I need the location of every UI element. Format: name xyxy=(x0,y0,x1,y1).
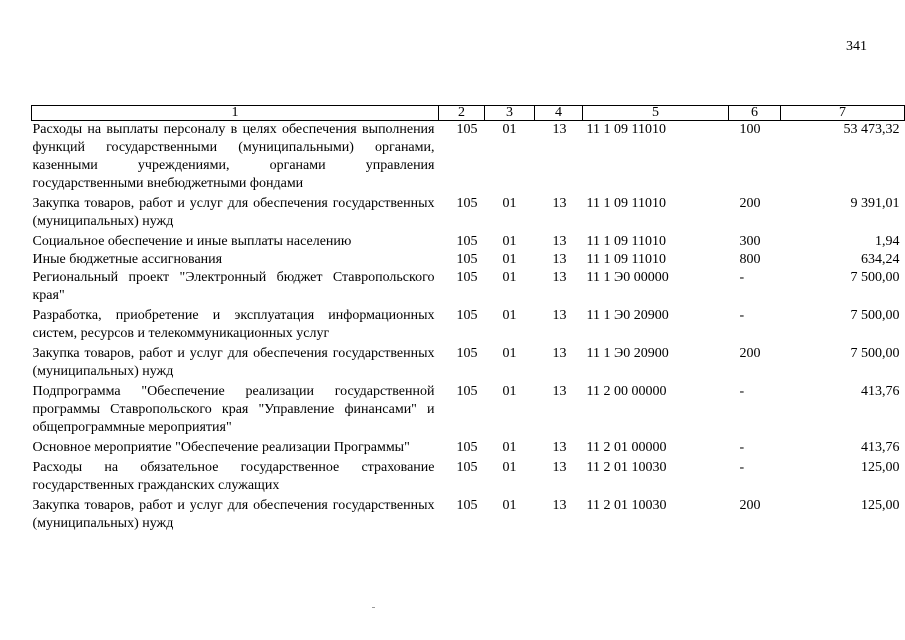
row-expense-type: - xyxy=(739,270,745,285)
row-target-article: 11 1 Э0 20900 xyxy=(586,308,669,323)
row-amount: 7 500,00 xyxy=(850,270,900,285)
row-ministry-code: 105 xyxy=(456,270,478,285)
row-amount: 7 500,00 xyxy=(850,346,900,361)
row-expense-type: 200 xyxy=(739,346,761,361)
row-target-article: 11 1 Э0 20900 xyxy=(586,346,669,361)
column-header: 3 xyxy=(485,106,535,121)
row-expense-type: - xyxy=(739,308,745,323)
table-row xyxy=(32,121,905,196)
column-header: 2 xyxy=(439,106,485,121)
row-target-article: 11 1 09 11010 xyxy=(586,234,666,249)
table-body xyxy=(32,121,905,534)
row-section-code: 01 xyxy=(502,346,517,361)
row-section-code: 01 xyxy=(502,234,517,249)
row-amount: 9 391,01 xyxy=(850,196,900,211)
table-row xyxy=(32,383,905,439)
row-target-article: 11 1 09 11010 xyxy=(586,196,666,211)
row-target-article: 11 1 Э0 00000 xyxy=(586,270,669,285)
table-row xyxy=(32,251,905,269)
page-number: 341 xyxy=(846,39,867,54)
table-header-row xyxy=(32,106,905,121)
scan-speck xyxy=(372,607,375,608)
row-ministry-code: 105 xyxy=(456,384,478,399)
row-subsection-code: 13 xyxy=(552,270,567,285)
row-amount: 125,00 xyxy=(861,460,900,475)
row-description: Закупка товаров, работ и услуг для обеспечения государственных (муниципальных) нужд xyxy=(32,346,435,379)
row-amount: 125,00 xyxy=(861,498,900,513)
row-description: Разработка, приобретение и эксплуатация информационных систем, ресурсов и телекоммуникационных услуг xyxy=(32,308,435,341)
row-amount: 413,76 xyxy=(861,440,900,455)
row-subsection-code: 13 xyxy=(552,498,567,513)
row-ministry-code: 105 xyxy=(456,196,478,211)
row-target-article: 11 2 01 10030 xyxy=(586,498,667,513)
row-expense-type: 800 xyxy=(739,252,761,267)
row-section-code: 01 xyxy=(502,270,517,285)
row-description: Подпрограмма "Обеспечение реализации государственной программы Ставропольского края "Управление финансами" и общепрограммные мероприятия" xyxy=(32,384,435,435)
row-ministry-code: 105 xyxy=(456,498,478,513)
row-expense-type: - xyxy=(739,440,745,455)
table-row xyxy=(32,497,905,533)
row-amount: 7 500,00 xyxy=(850,308,900,323)
row-expense-type: - xyxy=(739,460,745,475)
row-section-code: 01 xyxy=(502,384,517,399)
row-section-code: 01 xyxy=(502,460,517,475)
row-amount: 634,24 xyxy=(861,252,900,267)
row-expense-type: - xyxy=(739,384,745,399)
row-section-code: 01 xyxy=(502,498,517,513)
row-ministry-code: 105 xyxy=(456,460,478,475)
row-description: Закупка товаров, работ и услуг для обеспечения государственных (муниципальных) нужд xyxy=(32,498,435,531)
row-ministry-code: 105 xyxy=(456,252,478,267)
row-target-article: 11 1 09 11010 xyxy=(586,122,666,137)
table-row xyxy=(32,269,905,307)
row-amount: 1,94 xyxy=(875,234,900,249)
row-expense-type: 100 xyxy=(739,122,761,137)
row-description: Иные бюджетные ассигнования xyxy=(32,252,223,267)
budget-table xyxy=(31,105,905,533)
row-ministry-code: 105 xyxy=(456,346,478,361)
row-subsection-code: 13 xyxy=(552,308,567,323)
row-target-article: 11 1 09 11010 xyxy=(586,252,666,267)
row-expense-type: 200 xyxy=(739,498,761,513)
column-header: 7 xyxy=(781,106,905,121)
row-amount: 53 473,32 xyxy=(843,122,900,137)
column-header: 1 xyxy=(32,106,439,121)
row-description: Региональный проект "Электронный бюджет Ставропольского края" xyxy=(32,270,435,303)
row-section-code: 01 xyxy=(502,252,517,267)
row-ministry-code: 105 xyxy=(456,234,478,249)
row-subsection-code: 13 xyxy=(552,460,567,475)
row-target-article: 11 2 01 10030 xyxy=(586,460,667,475)
row-description: Социальное обеспечение и иные выплаты населению xyxy=(32,234,352,249)
row-target-article: 11 2 00 00000 xyxy=(586,384,667,399)
row-expense-type: 200 xyxy=(739,196,761,211)
table-row xyxy=(32,439,905,459)
row-ministry-code: 105 xyxy=(456,308,478,323)
table-row xyxy=(32,307,905,345)
table-row xyxy=(32,345,905,383)
row-description: Основное мероприятие "Обеспечение реализации Программы" xyxy=(32,440,410,455)
column-header: 6 xyxy=(729,106,781,121)
row-subsection-code: 13 xyxy=(552,234,567,249)
row-subsection-code: 13 xyxy=(552,196,567,211)
row-ministry-code: 105 xyxy=(456,440,478,455)
row-section-code: 01 xyxy=(502,440,517,455)
table-row xyxy=(32,233,905,251)
column-header: 5 xyxy=(583,106,729,121)
row-target-article: 11 2 01 00000 xyxy=(586,440,667,455)
row-subsection-code: 13 xyxy=(552,252,567,267)
column-header: 4 xyxy=(535,106,583,121)
row-description: Расходы на обязательное государственное страхование государственных гражданских служащих xyxy=(32,460,435,493)
table-row xyxy=(32,459,905,497)
row-expense-type: 300 xyxy=(739,234,761,249)
row-subsection-code: 13 xyxy=(552,384,567,399)
row-subsection-code: 13 xyxy=(552,346,567,361)
row-section-code: 01 xyxy=(502,308,517,323)
row-subsection-code: 13 xyxy=(552,122,567,137)
table-row xyxy=(32,195,905,233)
row-subsection-code: 13 xyxy=(552,440,567,455)
row-section-code: 01 xyxy=(502,196,517,211)
row-description: Закупка товаров, работ и услуг для обеспечения государственных (муниципальных) нужд xyxy=(32,196,435,229)
row-amount: 413,76 xyxy=(861,384,900,399)
row-description: Расходы на выплаты персоналу в целях обеспечения выполнения функций государственными (муниципальными) органами, казенными учреждениями, органами управления государственными внебюджетными фондами xyxy=(32,122,435,191)
row-ministry-code: 105 xyxy=(456,122,478,137)
row-section-code: 01 xyxy=(502,122,517,137)
